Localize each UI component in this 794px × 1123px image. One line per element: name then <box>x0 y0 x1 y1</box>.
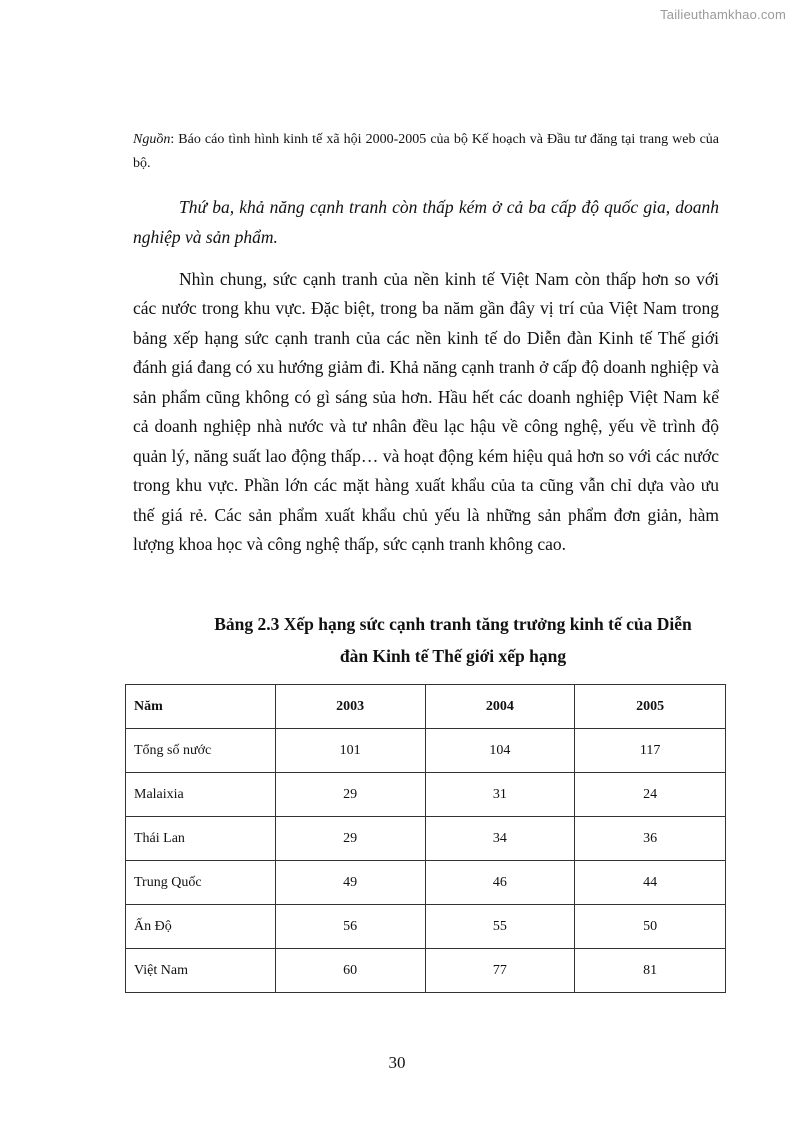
table-caption-line2: đàn Kinh tế Thế giới xếp hạng <box>339 646 567 666</box>
cell-value: 44 <box>575 861 726 905</box>
cell-value: 117 <box>575 729 726 773</box>
cell-value: 60 <box>275 949 425 993</box>
row-label: Trung Quốc <box>126 861 276 905</box>
table-row <box>126 773 726 817</box>
cell-value: 55 <box>425 905 575 949</box>
row-label: Tổng số nước <box>126 729 276 773</box>
cell-value: 77 <box>425 949 575 993</box>
table-caption-line1: Bảng 2.3 Xếp hạng sức cạnh tranh tăng trưởng kinh tế của Diễn <box>214 614 692 634</box>
page-number: 30 <box>388 1053 406 1072</box>
table-header-row <box>126 685 726 729</box>
cell-value: 36 <box>575 817 726 861</box>
source-text: : Báo cáo tình hình kinh tế xã hội 2000-2005 của bộ Kế hoạch và Đầu tư đăng tại trang web của bộ. <box>133 132 719 171</box>
cell-value: 81 <box>575 949 726 993</box>
cell-value: 56 <box>275 905 425 949</box>
ranking-table <box>125 684 726 993</box>
cell-value: 101 <box>275 729 425 773</box>
header-2005: 2005 <box>575 685 726 729</box>
row-label: Thái Lan <box>126 817 276 861</box>
row-label: Ấn Độ <box>126 905 276 949</box>
watermark: Tailieuthamkhao.com <box>660 7 786 22</box>
table-row <box>126 905 726 949</box>
row-label: Malaixia <box>126 773 276 817</box>
cell-value: 29 <box>275 817 425 861</box>
header-2003: 2003 <box>275 685 425 729</box>
cell-value: 104 <box>425 729 575 773</box>
body-paragraph: Nhìn chung, sức cạnh tranh của nền kinh tế Việt Nam còn thấp hơn so với các nước trong khu vực. Đặc biệt, trong ba năm gần đây vị trí của Việt Nam trong bảng xếp hạng sức cạnh tranh của các nền kinh tế do Diễn đàn Kinh tế Thế giới đánh giá đang có xu hướng giảm đi. Khả năng cạnh tranh ở cấp độ doanh nghiệp và sản phẩm cũng không có gì sáng sủa hơn. Hầu hết các doanh nghiệp Việt Nam kể cả doanh nghiệp nhà nước và tư nhân đều lạc hậu về công nghệ, yếu về trình độ quản lý, năng suất lao động thấp… và hoạt động kém hiệu quả hơn so với các nước trong khu vực. Phần lớn các mặt hàng xuất khẩu của ta cũng vẫn chỉ dựa vào ưu thế giá rẻ. Các sản phẩm xuất khẩu chủ yếu là những sản phẩm đơn giản, hàm lượng khoa học và công nghệ thấp, sức cạnh tranh không cao. <box>133 268 719 554</box>
cell-value: 46 <box>425 861 575 905</box>
cell-value: 34 <box>425 817 575 861</box>
table-row <box>126 817 726 861</box>
italic-paragraph: Thứ ba, khả năng cạnh tranh còn thấp kém ở cả ba cấp độ quốc gia, doanh nghiệp và sản phẩm. <box>133 196 719 247</box>
table-row <box>126 949 726 993</box>
row-label: Việt Nam <box>126 949 276 993</box>
header-year: Năm <box>126 685 276 729</box>
table-row <box>126 729 726 773</box>
table-row <box>126 861 726 905</box>
cell-value: 50 <box>575 905 726 949</box>
cell-value: 29 <box>275 773 425 817</box>
cell-value: 31 <box>425 773 575 817</box>
cell-value: 49 <box>275 861 425 905</box>
source-note <box>133 128 719 176</box>
source-label: Nguồn <box>133 132 171 147</box>
header-2004: 2004 <box>425 685 575 729</box>
table-caption <box>133 608 773 672</box>
cell-value: 24 <box>575 773 726 817</box>
